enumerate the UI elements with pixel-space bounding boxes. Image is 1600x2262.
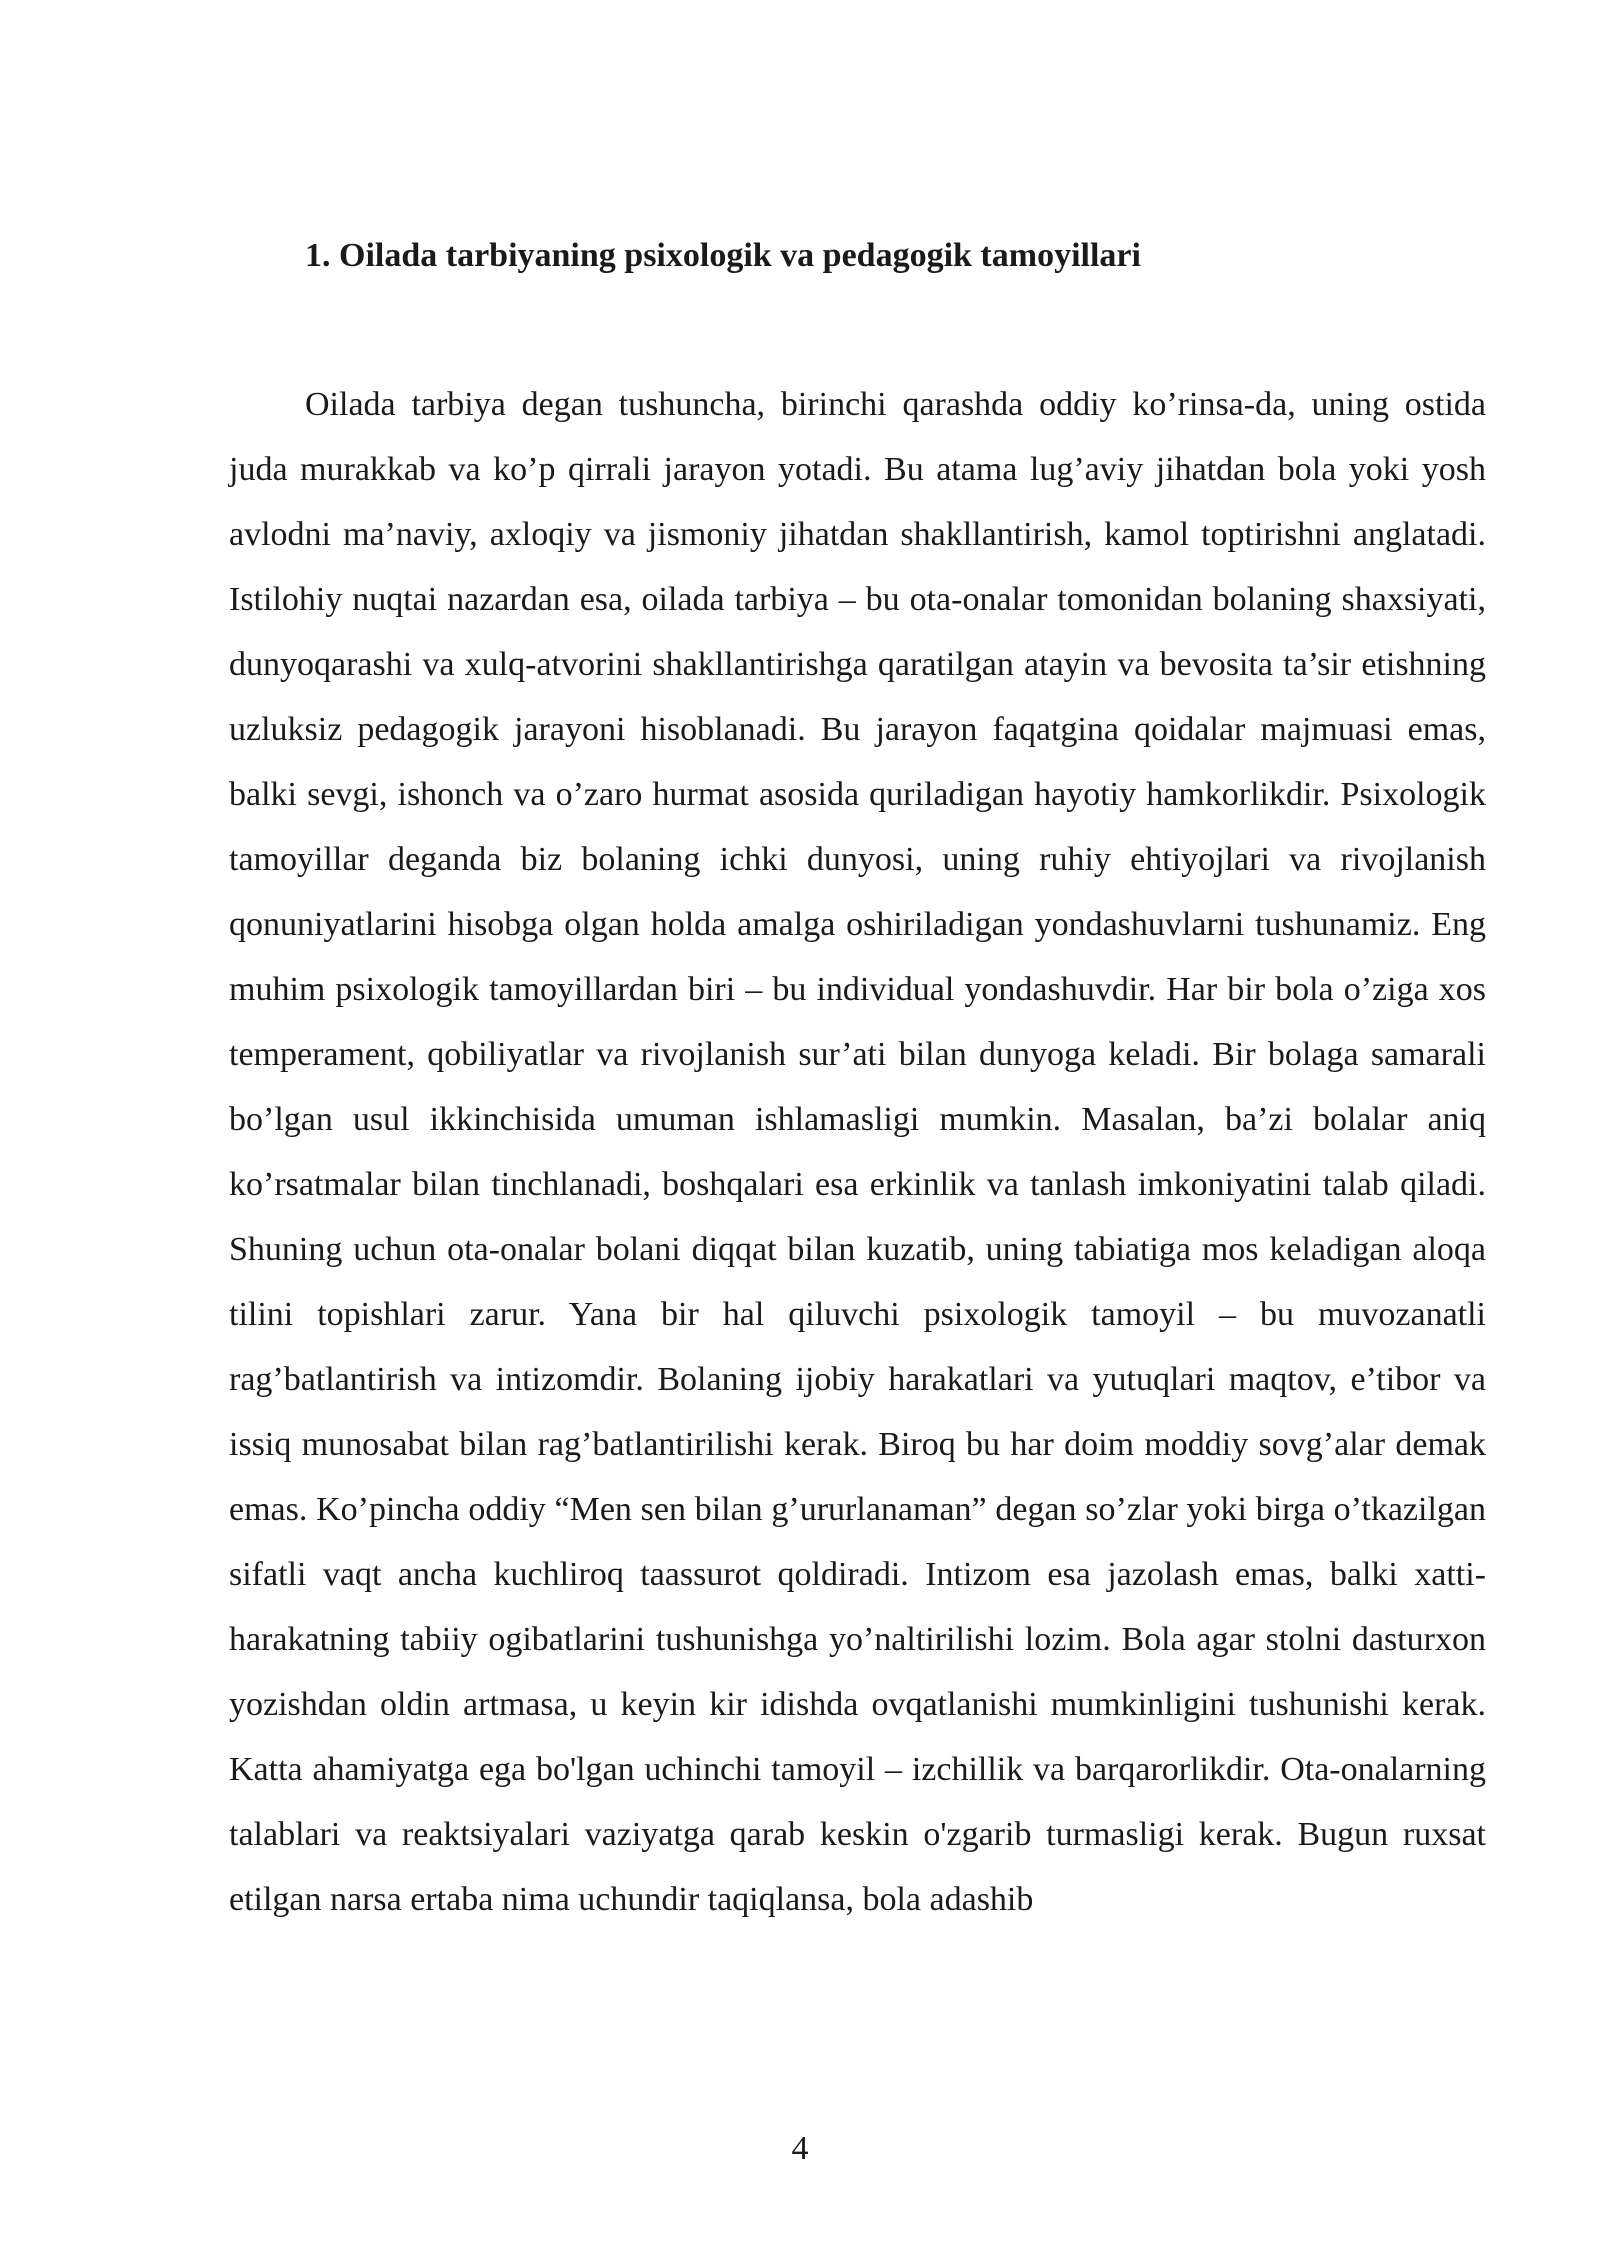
section-heading: 1. Oilada tarbiyaning psixologik va pedagogik tamoyillari: [305, 237, 1141, 274]
page-number: 4: [791, 2130, 809, 2167]
body-paragraph: Oilada tarbiya degan tushuncha, birinchi qarashda oddiy ko’rinsa-da, uning ostida juda murakkab va ko’p qirrali jarayon yotadi. Bu atama lug’aviy jihatdan bola yoki yosh avlodni ma’naviy, axloqiy va jismoniy jihatdan shakllantirish, kamol toptirishni anglatadi. Istilohiy nuqtai nazardan esa, oilada tarbiya – bu ota-onalar tomonidan bolaning shaxsiyati, dunyoqarashi va xulq-atvorini shakllantirishga qaratilgan atayin va bevosita ta’sir etishning uzluksiz pedagogik jarayoni hisoblanadi. Bu jarayon faqatgina qoidalar majmuasi emas, balki sevgi, ishonch va o’zaro hurmat asosida quriladigan hayotiy hamkorlikdir. Psixologik tamoyillar deganda biz bolaning ichki dunyosi, uning ruhiy ehtiyojlari va rivojlanish qonuniyatlarini hisobga olgan holda amalga oshiriladigan yondashuvlarni tushunamiz. Eng muhim psixologik tamoyillardan biri – bu individual yondashuvdir. Har bir bola o’ziga xos temperament, qobiliyatlar va rivojlanish sur’ati bilan dunyoga keladi. Bir bolaga samarali bo’lgan usul ikkinchisida umuman ishlamasligi mumkin. Masalan, ba’zi bolalar aniq ko’rsatmalar bilan tinchlanadi, boshqalari esa erkinlik va tanlash imkoniyatini talab qiladi. Shuning uchun ota-onalar bolani diqqat bilan kuzatib, uning tabiatiga mos keladigan aloqa tilini topishlari zarur. Yana bir hal qiluvchi psixologik tamoyil – bu muvozanatli rag’batlantirish va intizomdir. Bolaning ijobiy harakatlari va yutuqlari maqtov, e’tibor va issiq munosabat bilan rag’batlantirilishi kerak. Biroq bu har doim moddiy sovg’alar demak emas. Ko’pincha oddiy “Men sen bilan g’ururlanaman” degan so’zlar yoki birga o’tkazilgan sifatli vaqt ancha kuchliroq taassurot qoldiradi. Intizom esa jazolash emas, balki xatti-harakatning tabiiy ogibatlarini tushunishga yo’naltirilishi lozim. Bola agar stolni dasturxon yozishdan oldin artmasa, u keyin kir idishda ovqatlanishi mumkinligini tushunishi kerak. Katta ahamiyatga ega bo'lgan uchinchi tamoyil – izchillik va barqarorlikdir. Ota-onalarning talablari va reaktsiyalari vaziyatga qarab keskin o'zgarib turmasligi kerak. Bugun ruxsat etilgan narsa ertaba nima uchundir taqiqlansa, bola adashib: [229, 386, 1486, 1918]
